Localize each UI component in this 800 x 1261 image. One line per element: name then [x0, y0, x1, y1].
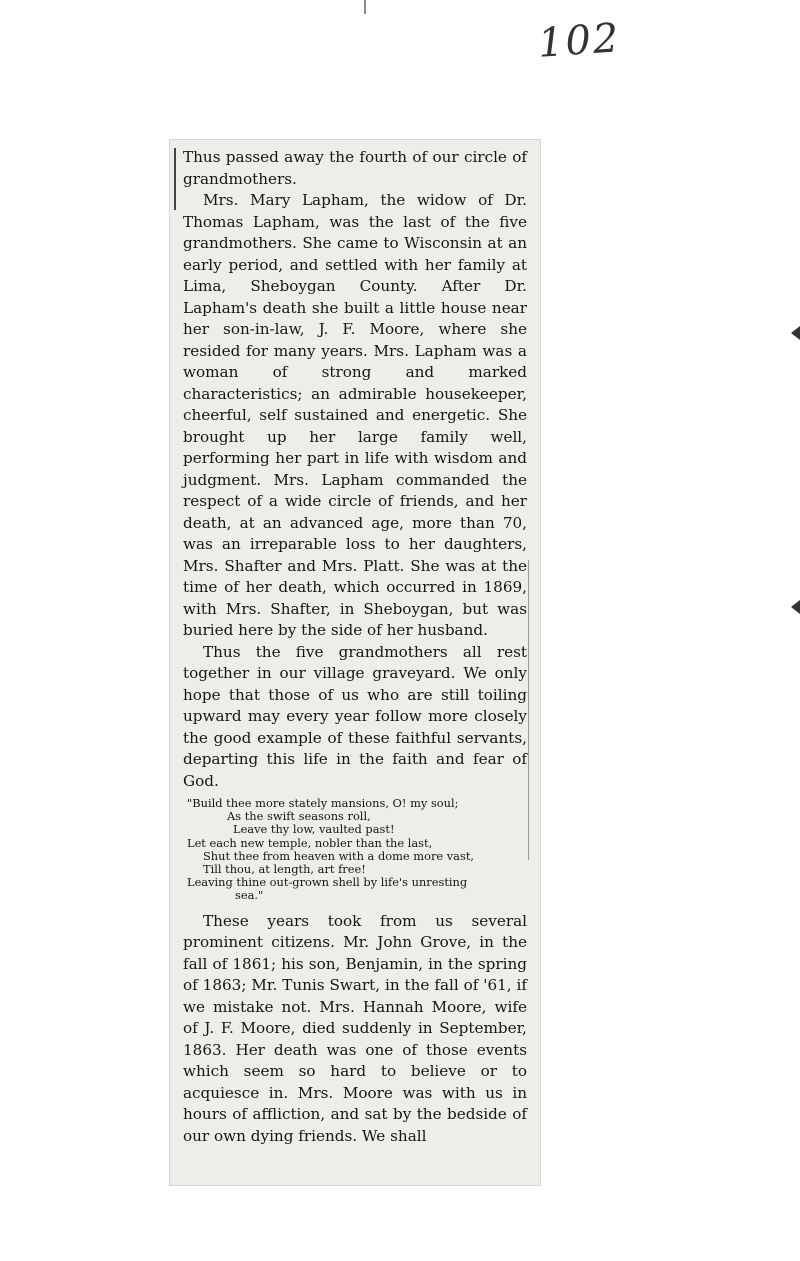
top-edge-mark: [364, 0, 366, 14]
poem-line: Leaving thine out-grown shell by life's unresting: [187, 875, 468, 890]
poem-line: Shut thee from heaven with a dome more vast,: [203, 848, 475, 863]
poem-line: As the swift seasons roll,: [227, 809, 371, 824]
margin-arrow-mark: [791, 600, 800, 614]
article-body: [183, 147, 527, 1147]
article-paragraph: These years took from us several prominent citizens. Mr. John Grove, in the fall of 1861; his son, Benjamin, in the spring of 1863; Mr. Tunis Swart, in the fall of '61, if we mistake not. Mrs. Hannah Moore, wife of J. F. Moore, died suddenly in September, 1863. Her death was one of those events which seem so hard to believe or to acquiesce in. Mrs. Moore was with us in hours of affliction, and sat by the bedside of our own dying friends. We shall: [183, 911, 527, 1145]
clipping-left-edge: [174, 148, 176, 210]
clipping-right-edge: [528, 560, 529, 860]
poem-line: Let each new temple, nobler than the last,: [187, 835, 433, 850]
handwritten-page-number: 102: [536, 15, 622, 67]
article-paragraph: Mrs. Mary Lapham, the widow of Dr. Thomas Lapham, was the last of the five grandmothers. She came to Wisconsin at an early period, and settled with her family at Lima, Sheboygan County. After Dr. Lapham's death she built a little house near her son-in-law, J. F. Moore, where she resided for many years. Mrs. Lapham was a woman of strong and marked characteristics; an admirable housekeeper, cheerful, self sustained and energetic. She brought up her large family well, performing her part in life with wisdom and judgment. Mrs. Lapham commanded the respect of a wide circle of friends, and her death, at an advanced age, more than 70, was an irreparable loss to her daughters, Mrs. Shafter and Mrs. Platt. She was at the time of her death, which occurred in 1869, with Mrs. Shafter, in Sheboygan, but was buried here by the side of her husband.: [183, 191, 527, 639]
poem-line: "Build thee more stately mansions, O! my soul;: [187, 796, 459, 810]
poem-line: Leave thy low, vaulted past!: [233, 822, 395, 837]
poem-line: Till thou, at length, art free!: [203, 862, 366, 877]
poem-line: sea.": [235, 888, 264, 903]
article-paragraph: Thus passed away the fourth of our circle of grandmothers.: [183, 148, 527, 188]
margin-arrow-mark: [791, 326, 800, 340]
article-paragraph: Thus the five grandmothers all rest together in our village graveyard. We only hope that those of us who are still toiling upward may every year follow more closely the good example of these faithful servants, departing this life in the faith and fear of God.: [183, 642, 527, 790]
poem-quote: [187, 797, 527, 903]
